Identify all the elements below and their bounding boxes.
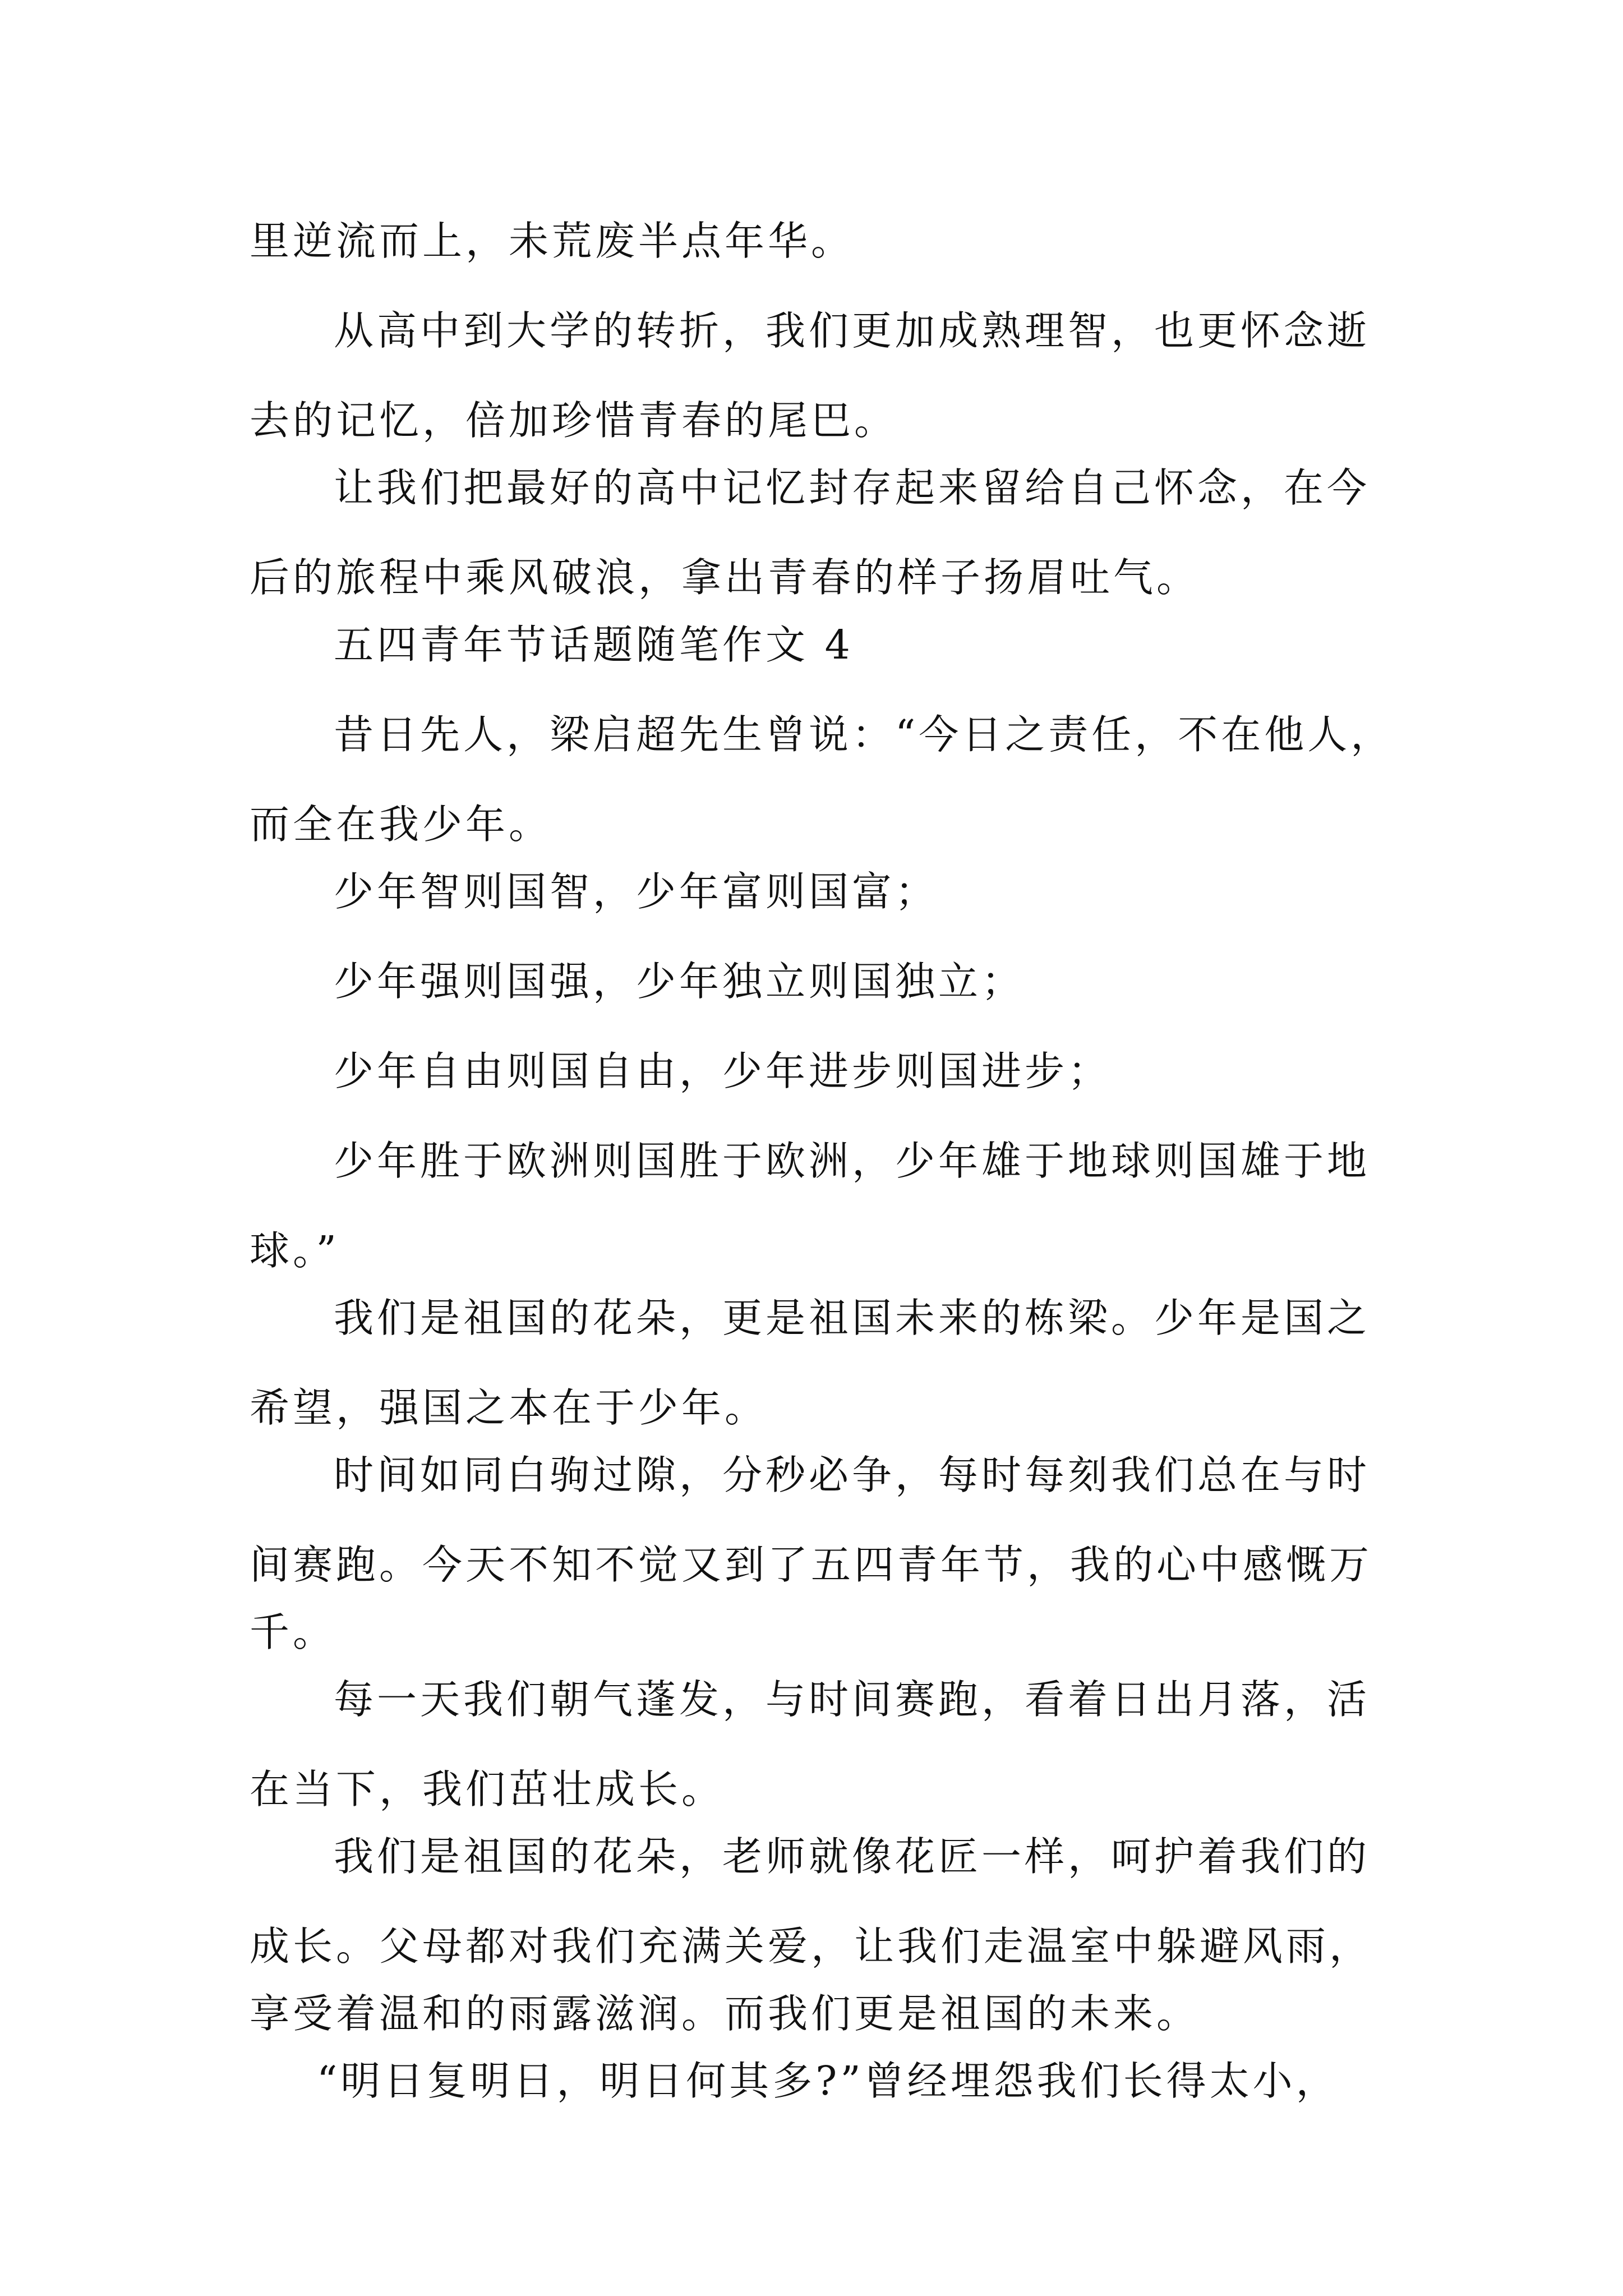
paragraph-first-line: 昔日先人，梁启超先生曾说：“今日之责任，不在他人， — [334, 711, 1394, 758]
paragraph-continuation-line: 间赛跑。今天不知不觉又到了五四青年节，我的心中感慨万 — [250, 1542, 1373, 1588]
paragraph-continuation-line: 后的旅程中乘风破浪，拿出青春的样子扬眉吐气。 — [250, 554, 1200, 601]
paragraph-continuation-line: 去的记忆，倍加珍惜青春的尾巴。 — [250, 397, 898, 444]
paragraph-first-line: 我们是祖国的花朵，更是祖国未来的栋梁。少年是国之 — [334, 1295, 1371, 1341]
paragraph-continuation-line: 希望，强国之本在于少年。 — [250, 1384, 768, 1431]
paragraph-first-line: “明日复明日，明日何其多?”曾经埋怨我们长得太小， — [317, 2058, 1339, 2104]
paragraph-first-line: 少年胜于欧洲则国胜于欧洲，少年雄于地球则国雄于地 — [334, 1138, 1371, 1184]
paragraph-continuation-line: 里逆流而上，未荒废半点年华。 — [250, 218, 855, 264]
paragraph-first-line: 我们是祖国的花朵，老师就像花匠一样，呵护着我们的 — [334, 1833, 1371, 1880]
paragraph-first-line: 少年自由则国自由，少年进步则国进步； — [334, 1048, 1112, 1094]
paragraph-continuation-line: 千。 — [250, 1609, 336, 1655]
paragraph-continuation-line: 成长。父母都对我们充满关爱，让我们走温室中躲避风雨， — [250, 1923, 1373, 1970]
paragraph-first-line: 少年智则国智，少年富则国富； — [334, 868, 939, 915]
paragraph-first-line: 少年强则国强，少年独立则国独立； — [334, 958, 1025, 1005]
paragraph-first-line: 时间如同白驹过隙，分秒必争，每时每刻我们总在与时 — [334, 1452, 1371, 1498]
paragraph-continuation-line: 球。” — [250, 1227, 340, 1274]
section-heading: 五四青年节话题随笔作文 4 — [334, 622, 854, 668]
paragraph-continuation-line: 享受着温和的雨露滋润。而我们更是祖国的未来。 — [250, 1990, 1200, 2037]
paragraph-continuation-line: 而全在我少年。 — [250, 801, 552, 848]
paragraph-first-line: 每一天我们朝气蓬发，与时间赛跑，看着日出月落，活 — [334, 1676, 1371, 1723]
paragraph-first-line: 让我们把最好的高中记忆封存起来留给自己怀念，在今 — [334, 464, 1371, 511]
paragraph-first-line: 从高中到大学的转折，我们更加成熟理智，也更怀念逝 — [334, 307, 1371, 354]
paragraph-continuation-line: 在当下，我们茁壮成长。 — [250, 1766, 725, 1812]
